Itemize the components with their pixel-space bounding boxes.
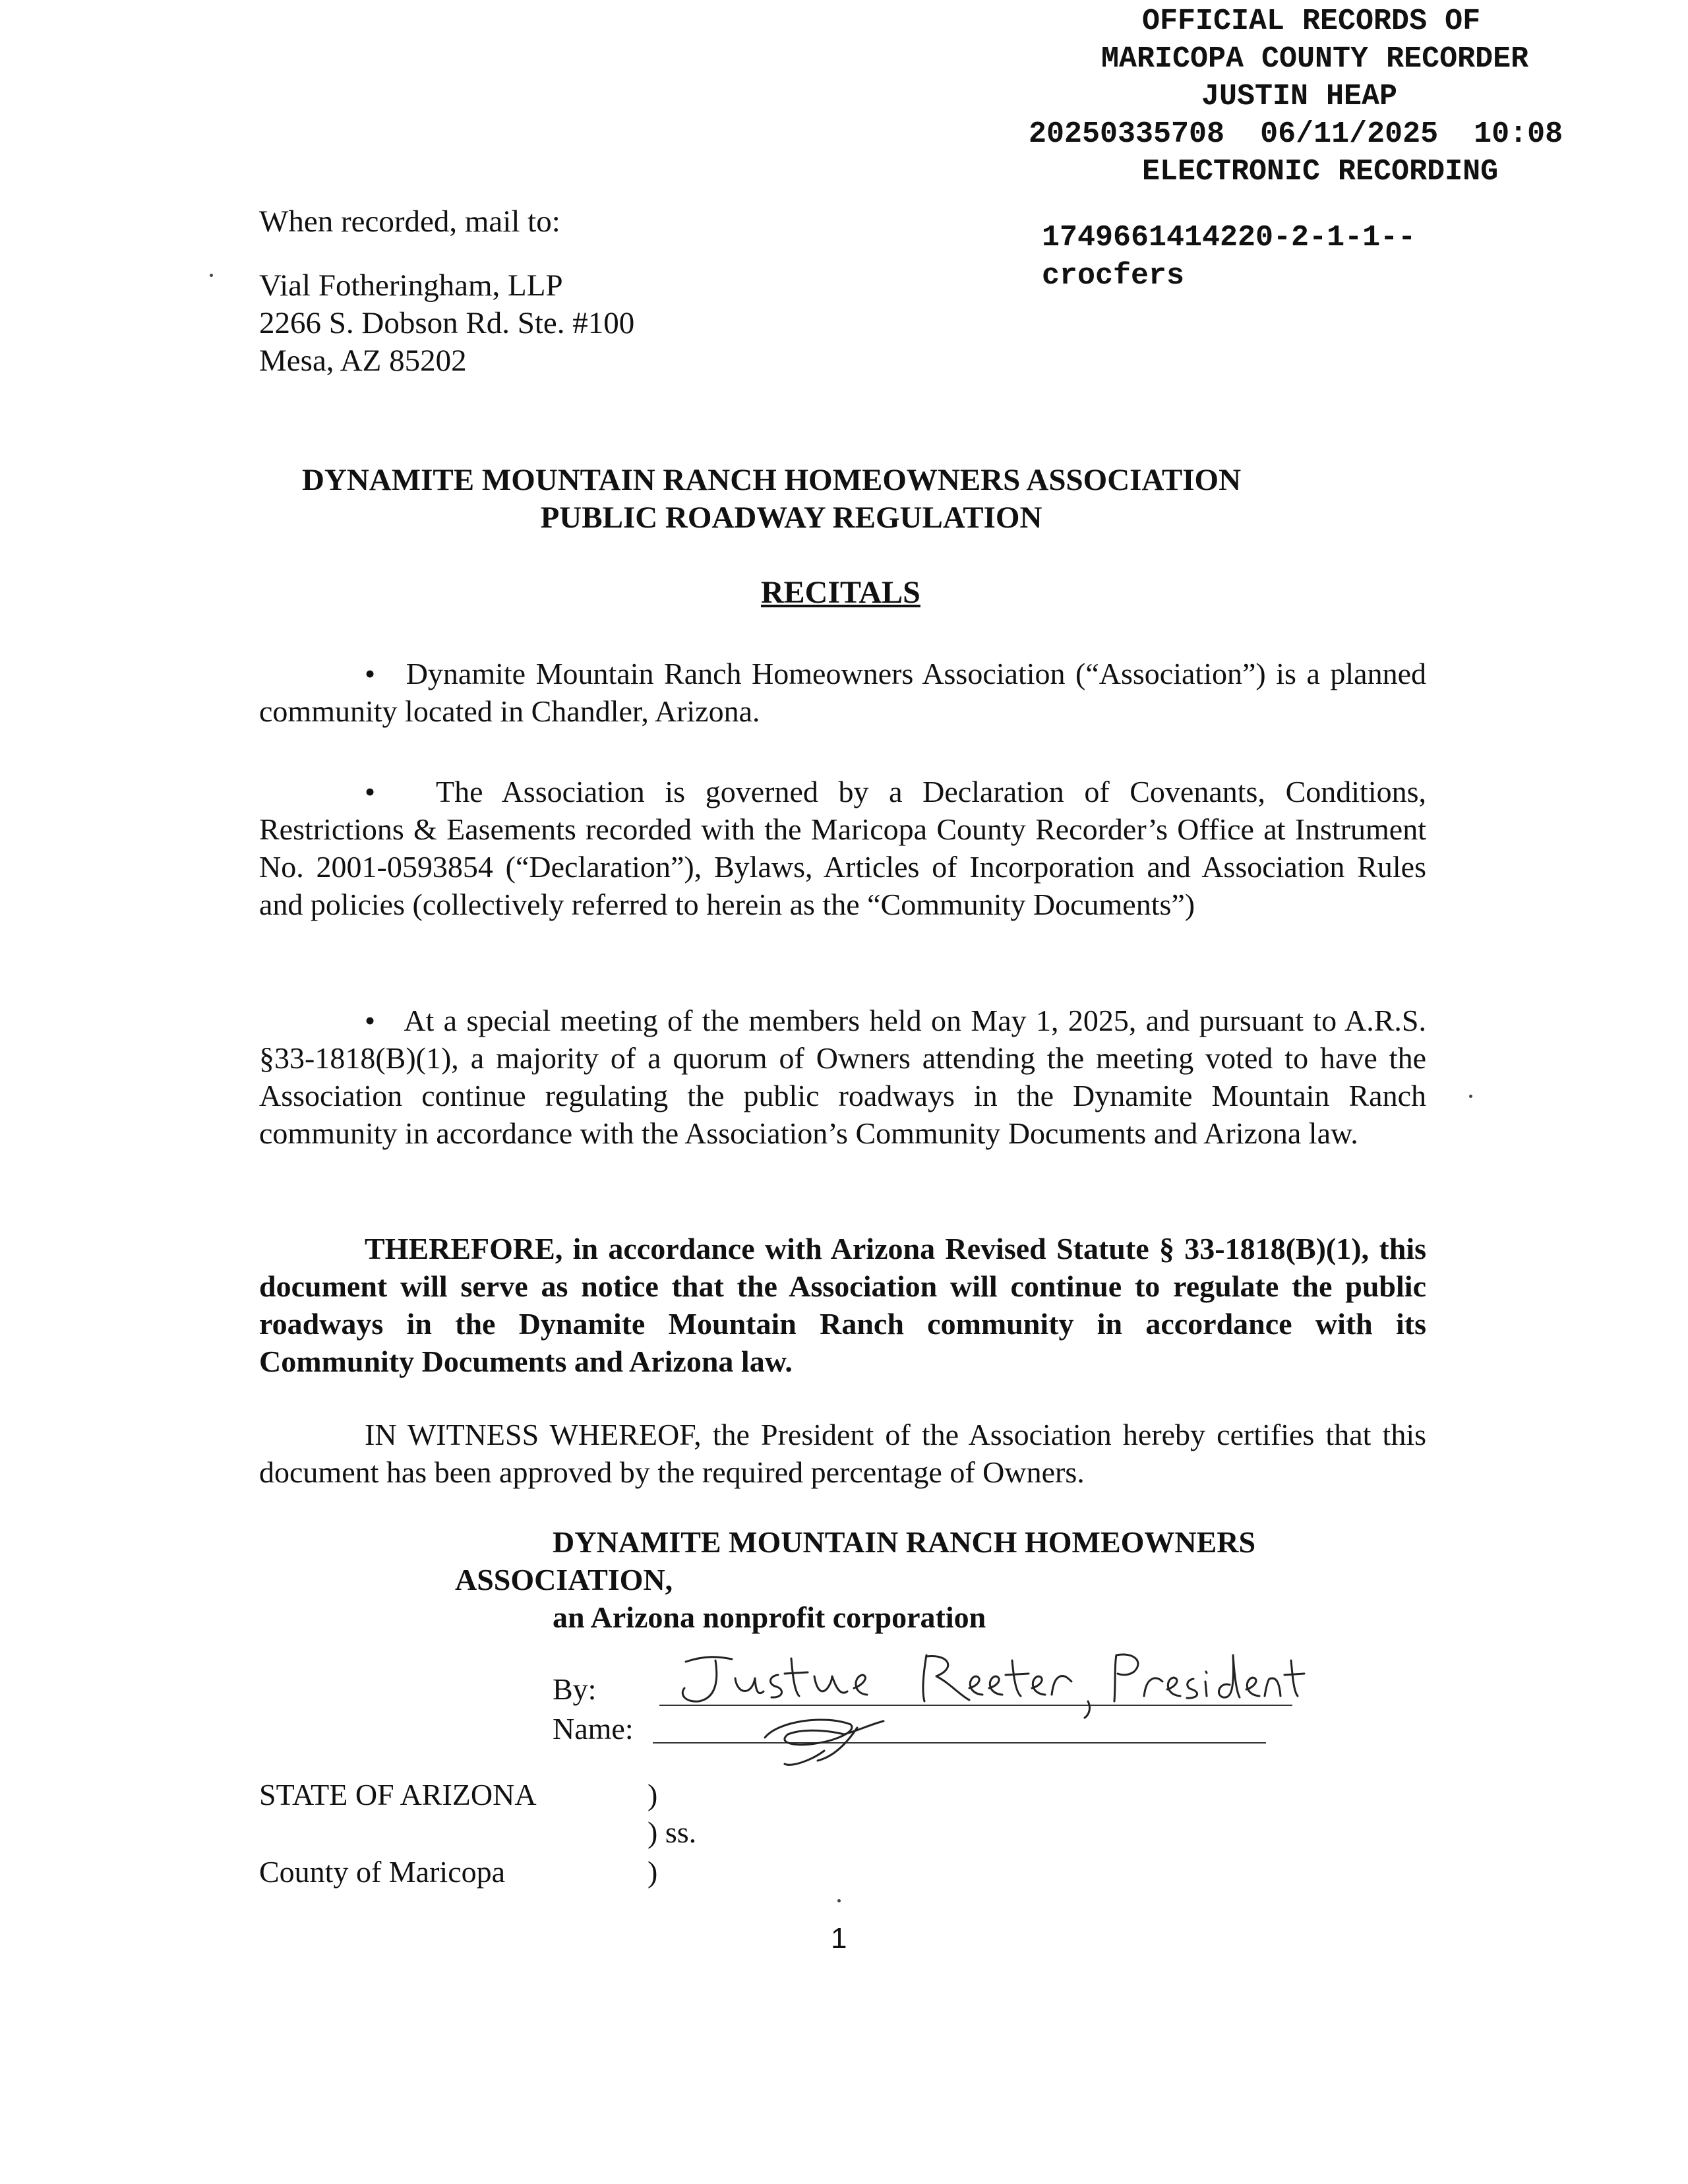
- therefore-paragraph: [259, 1230, 1426, 1380]
- mail-to-label: When recorded, mail to:: [259, 204, 560, 239]
- sig-org-line-1: DYNAMITE MOUNTAIN RANCH HOMEOWNERS: [553, 1525, 1256, 1559]
- bullet-icon: •: [365, 1004, 404, 1037]
- mail-to-name: Vial Fotheringham, LLP: [259, 268, 563, 303]
- mail-to-city: Mesa, AZ 85202: [259, 344, 467, 378]
- witness-text: IN WITNESS WHEREOF, the President of the Association hereby certifies that this document has been approved by the required percentage of Owners.: [259, 1418, 1426, 1489]
- document-id-line-1: 1749661414220-2-1-1--: [1042, 221, 1416, 255]
- name-label: Name:: [553, 1712, 634, 1745]
- recording-number: 20250335708: [1029, 117, 1225, 151]
- recitals-heading: RECITALS: [761, 575, 920, 610]
- notary-county: County of Maricopa: [259, 1855, 506, 1889]
- therefore-text: THEREFORE, in accordance with Arizona Revised Statute § 33-1818(B)(1), this document will serve as notice that the Association will continue to regulate the public roadways in the Dynamite Mountain Ranch community in accordance with its Community Documents and Arizona law.: [259, 1232, 1426, 1378]
- mail-to-block: [259, 203, 634, 380]
- bullet-icon: •: [365, 657, 406, 690]
- recital-1: [259, 655, 1426, 730]
- venue-paren-3: ): [648, 1855, 658, 1889]
- handwritten-signature: [659, 1635, 1306, 1780]
- stamp-line-3: JUSTIN HEAP: [1201, 80, 1398, 113]
- notary-state: STATE OF ARIZONA: [259, 1778, 537, 1811]
- recital-2-text: The Association is governed by a Declaration of Covenants, Conditions, Restrictions & Easements recorded with the Maricopa County Recorder’s Office at Instrument No. 2001-0593854 (“Declaration”), Bylaws, Articles of Incorporation and Association Rules and policies (collectively referred to herein as the “Community Documents”): [259, 775, 1426, 921]
- venue-paren-1: ): [648, 1778, 658, 1811]
- recording-date: 06/11/2025: [1260, 117, 1439, 151]
- recital-3-text: At a special meeting of the members held on May 1, 2025, and pursuant to A.R.S. §33-1818(B)(1), a majority of a quorum of Owners attending the meeting voted to have the Association continue regulating the public roadways in the Dynamite Mountain Ranch community in accordance with the Association’s Community Documents and Arizona law.: [259, 1004, 1427, 1150]
- witness-paragraph: [259, 1416, 1426, 1491]
- signature-block-header: [455, 1523, 1255, 1636]
- recital-3: [259, 1002, 1426, 1152]
- scan-speck: [1469, 1095, 1472, 1098]
- stamp-line-5: ELECTRONIC RECORDING: [1142, 155, 1499, 189]
- by-label: By:: [553, 1672, 597, 1706]
- scan-speck: [837, 1899, 841, 1902]
- stamp-line-2: MARICOPA COUNTY RECORDER: [1101, 42, 1529, 76]
- bullet-icon: •: [365, 775, 436, 808]
- page-number: 1: [831, 1922, 847, 1955]
- scan-speck: [210, 274, 213, 277]
- document-title-line-1: DYNAMITE MOUNTAIN RANCH HOMEOWNERS ASSOCIATION: [301, 463, 1242, 497]
- stamp-line-1: OFFICIAL RECORDS OF: [1142, 5, 1481, 38]
- recording-time: 10:08: [1474, 117, 1563, 151]
- recital-1-text: Dynamite Mountain Ranch Homeowners Association (“Association”) is a planned community located in Chandler, Arizona.: [259, 657, 1426, 728]
- recorder-stamp: [1029, 3, 1688, 191]
- stamp-line-4: [1029, 115, 1688, 153]
- recital-2: [259, 773, 1426, 923]
- venue-ss: ) ss.: [648, 1815, 697, 1849]
- mail-to-street: 2266 S. Dobson Rd. Ste. #100: [259, 306, 635, 340]
- sig-org-line-3: an Arizona nonprofit corporation: [553, 1600, 986, 1634]
- document-title-line-2: PUBLIC ROADWAY REGULATION: [540, 501, 1042, 535]
- document-id: [1042, 219, 1416, 295]
- document-id-line-2: crocfers: [1042, 259, 1185, 293]
- sig-org-line-2: ASSOCIATION,: [455, 1563, 673, 1596]
